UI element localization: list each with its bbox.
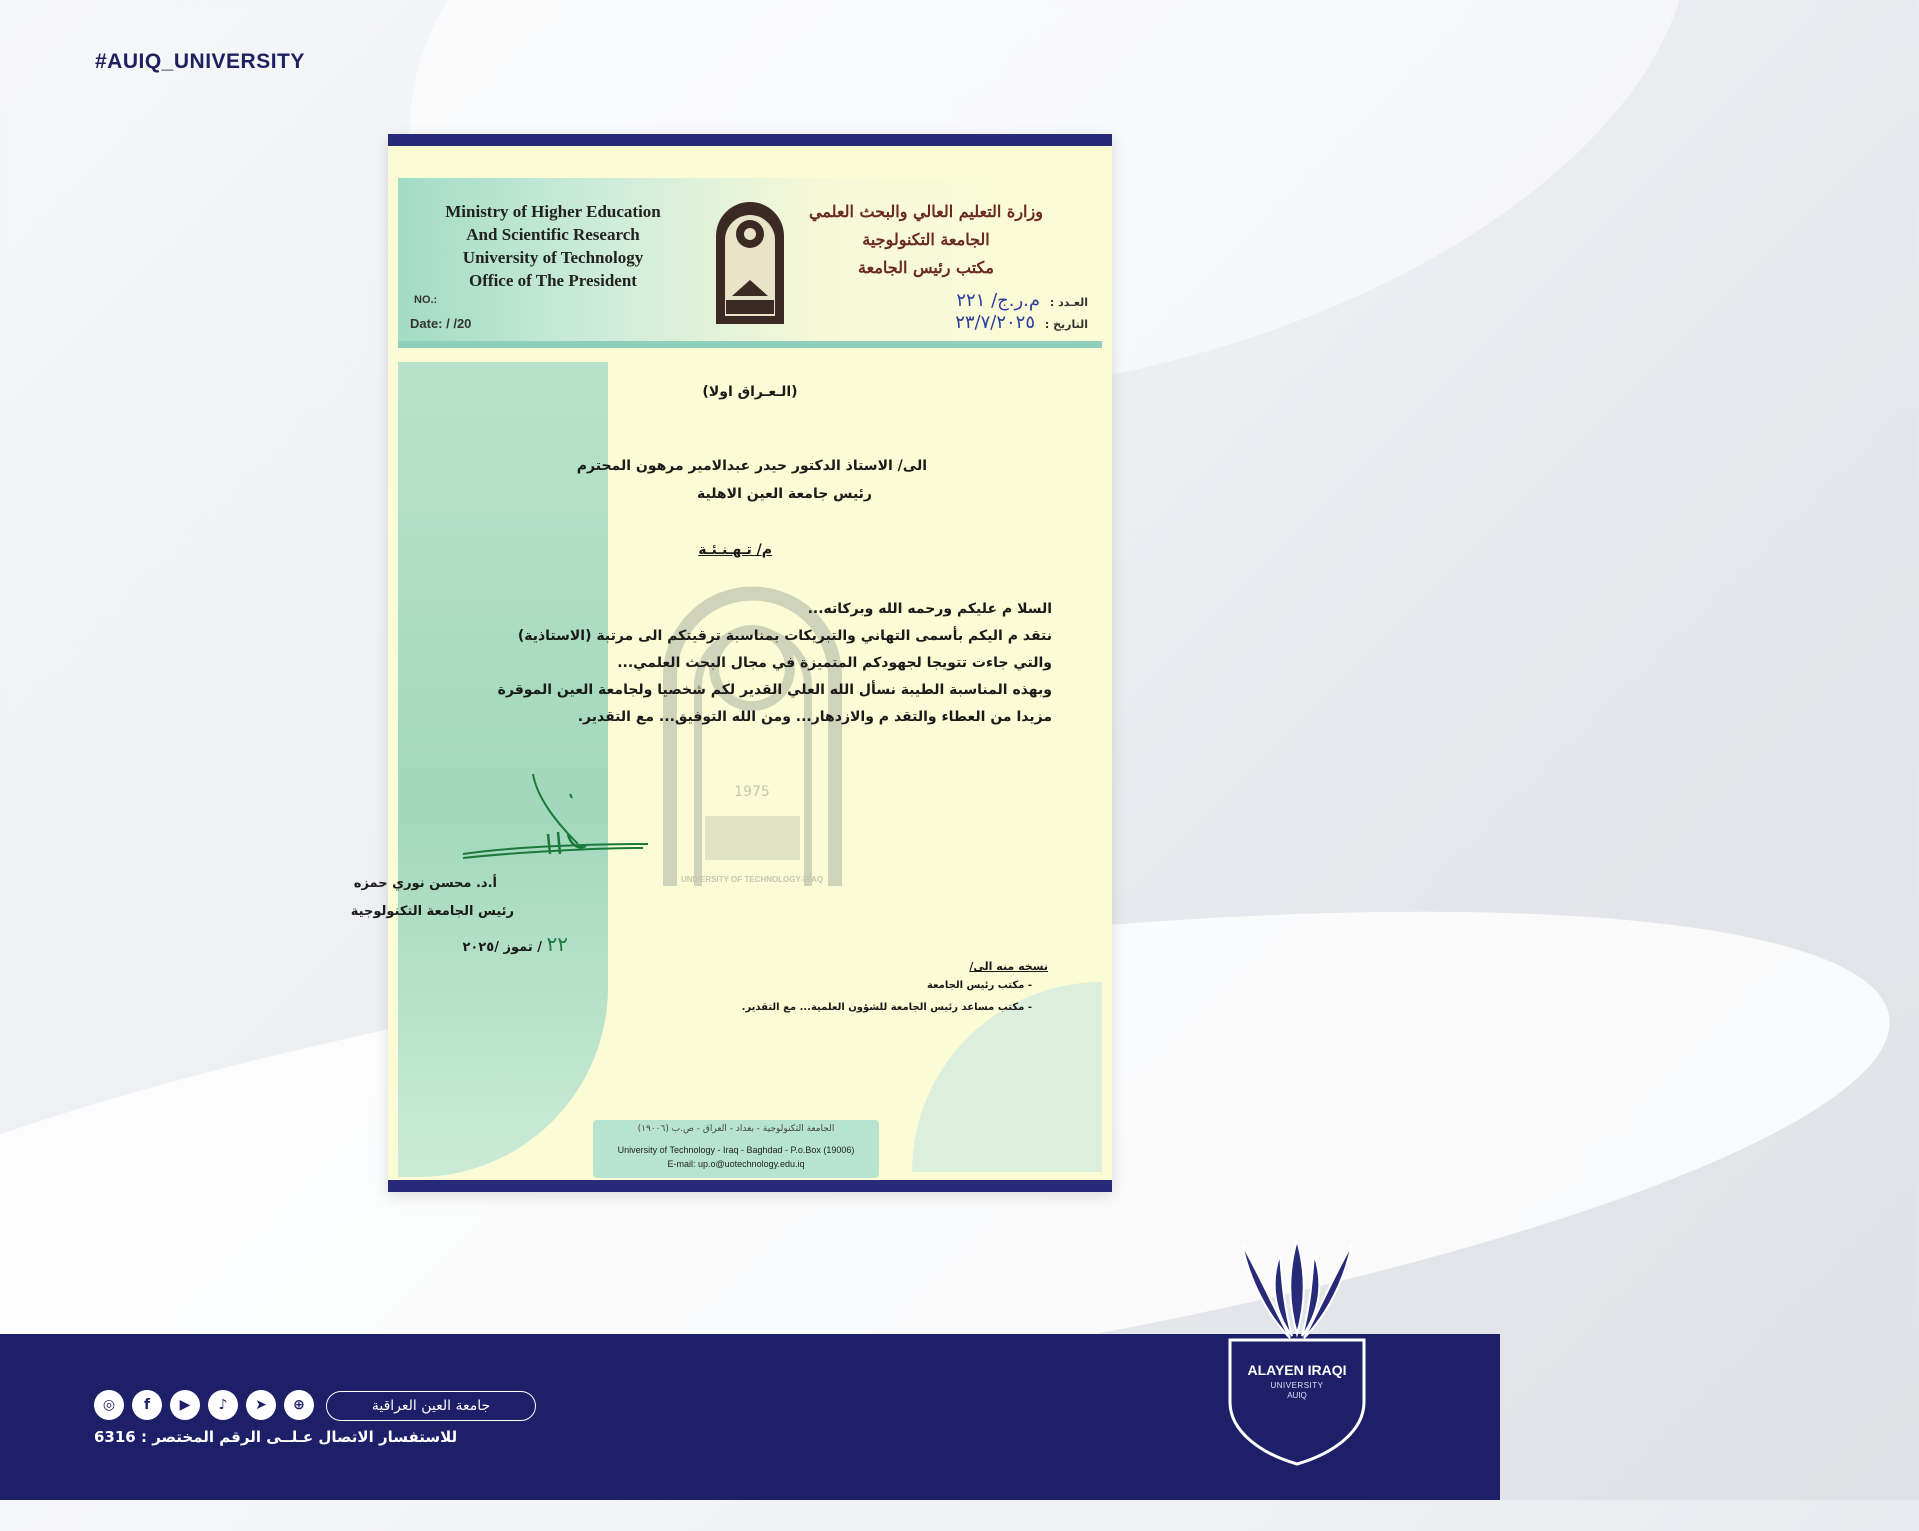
recipient-line: الى/ الاستاذ الدكتور حيدر عبدالامير مرهون المحترم <box>576 458 927 474</box>
telegram-icon[interactable]: ➤ <box>246 1390 276 1420</box>
header-line: And Scientific Research <box>466 225 640 244</box>
document-bottom-band <box>388 1180 1112 1192</box>
watermark-year: 1975 <box>734 784 770 800</box>
instagram-icon[interactable]: ◎ <box>94 1390 124 1420</box>
globe-icon[interactable]: ⊕ <box>284 1390 314 1420</box>
header-line: الجامعة التكنولوجية <box>862 230 990 249</box>
header-line: وزارة التعليم العالي والبحث العلمي <box>809 202 1043 221</box>
signature-date <box>462 932 574 956</box>
handwritten-signature <box>458 774 658 864</box>
signed-month-year: / تموز /٢٠٢٥ <box>462 940 542 955</box>
reference-number-label: NO.: <box>414 294 438 306</box>
date-label: Date: / /20 <box>410 316 472 331</box>
header-line: Office of The President <box>469 271 637 290</box>
letter-headline: (الـعـراق اولا) <box>702 384 798 400</box>
copy-to-item: - مكتب مساعد رئيس الجامعة للشؤون العلمية... مع التقدير. <box>741 1002 1032 1013</box>
body-line: السلا م عليكم ورحمه الله وبركاته... <box>807 601 1052 617</box>
brand-name: ALAYEN IRAQI <box>1247 1362 1347 1378</box>
signatory-name: أ.د. محسن نوري حمزه <box>353 876 497 891</box>
reference-label: العـدد : <box>1049 296 1088 309</box>
tiktok-icon[interactable]: ♪ <box>208 1390 238 1420</box>
copy-to-item: - مكتب رئيس الجامعة <box>926 980 1032 991</box>
letter-subject: م/ تـهـنـئـة <box>698 542 772 558</box>
facebook-icon[interactable]: f <box>132 1390 162 1420</box>
brand-abbreviation: AUIQ <box>1287 1391 1307 1400</box>
watermark-caption: UNIVERSITY OF TECHNOLOGY-IRAQ <box>680 875 824 884</box>
footer-address-english: University of Technology - Iraq - Baghdad - P.o.Box (19006) <box>617 1145 855 1155</box>
brand-subtitle: UNIVERSITY <box>1270 1381 1324 1390</box>
document-top-band <box>388 134 1112 146</box>
body-line: والتي جاءت تتويجا لجهودكم المتميزة في مجال البحث العلمي... <box>617 655 1052 671</box>
english-header <box>418 200 688 292</box>
hashtag-title: #AUIQ_UNIVERSITY <box>95 50 305 73</box>
letter-body <box>432 596 1052 731</box>
header-line: مكتب رئيس الجامعة <box>858 258 994 277</box>
date-label-ar: التاريخ : <box>1044 318 1088 331</box>
letter-document <box>350 134 1112 1192</box>
header-line: University of Technology <box>462 248 644 267</box>
footer-address-arabic: الجامعة التكنولوجية - بغداد - العراق - ص.ب (١٩٠٠٦) <box>637 1124 835 1134</box>
side-decoration <box>398 362 608 1177</box>
date-value: ٢٣/٧/٢٠٢٥ <box>955 312 1036 333</box>
body-line: نتقد م اليكم بأسمى التهاني والتبريكات بمناسبة ترقيتكم الى مرتبة (الاستاذية) <box>517 628 1052 644</box>
recipient-title: رئيس جامعة العين الاهلية <box>697 486 872 502</box>
arabic-date <box>955 312 1088 333</box>
university-name-pill[interactable]: جامعة العين العراقية <box>326 1391 536 1421</box>
social-links <box>94 1390 314 1420</box>
header-line: Ministry of Higher Education <box>445 202 661 221</box>
signed-day: ٢٢ <box>546 932 568 956</box>
body-line: وبهذه المناسبة الطيبة نسأل الله العلي القدير لكم شخصيا ولجامعة العين الموقرة <box>497 682 1052 698</box>
arabic-reference-number <box>956 290 1088 311</box>
youtube-icon[interactable]: ▶ <box>170 1390 200 1420</box>
copy-to-title: نسخه منه الى/ <box>969 960 1048 973</box>
signatory-title: رئيس الجامعة التكنولوجية <box>350 904 514 919</box>
arabic-header <box>776 198 1076 282</box>
footer-email: E-mail: up.o@uotechnology.edu.iq <box>667 1159 805 1169</box>
body-line: مزيدا من العطاء والتقد م والازدهار... ومن الله التوفيق... مع التقدير. <box>577 709 1052 725</box>
university-brand-logo <box>1222 1232 1372 1467</box>
header-divider <box>398 341 1102 348</box>
reference-value: م.ر.ج/ ٢٢١ <box>956 290 1041 311</box>
contact-line: للاستفسار الاتصال عـلــى الرقم المختصر : 6316 <box>94 1428 458 1446</box>
